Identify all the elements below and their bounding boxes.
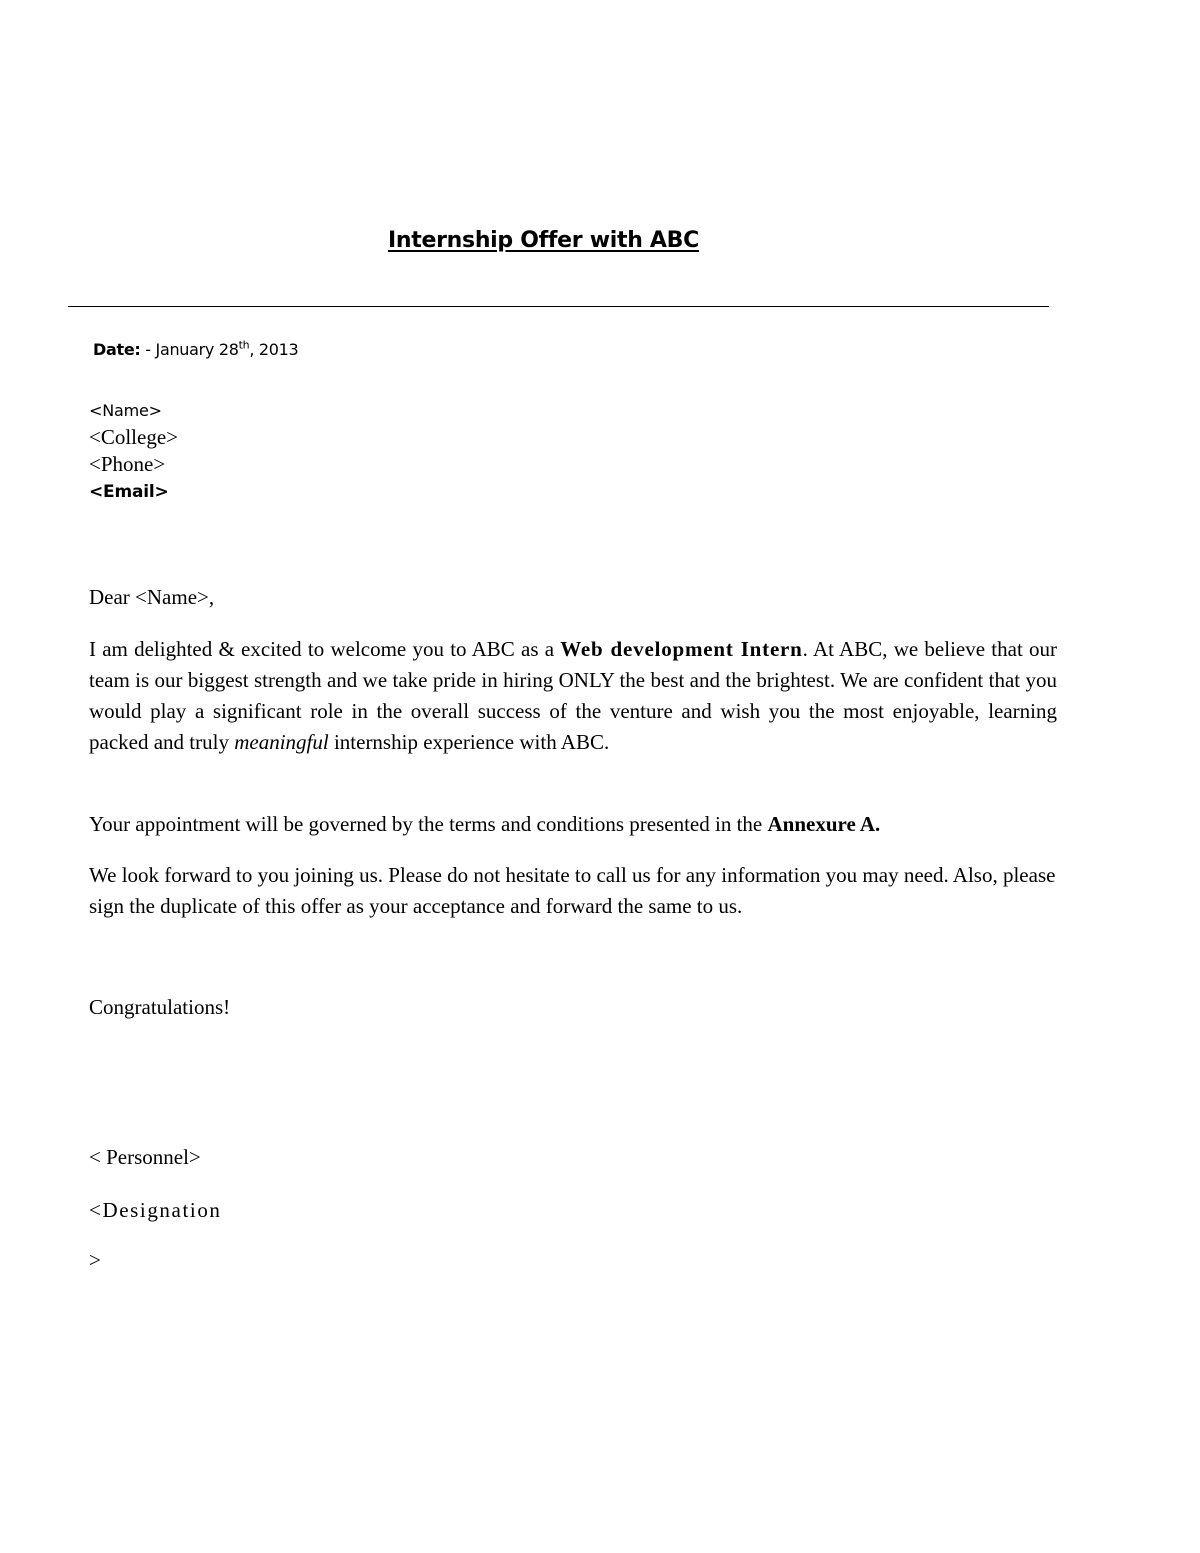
recipient-name: <Name> xyxy=(89,401,162,420)
signature-personnel: < Personnel> xyxy=(89,1145,201,1169)
emphasis-word: meaningful xyxy=(234,730,329,754)
closing-paragraph: We look forward to you joining us. Please do not hesitate to call us for any information you may need. Also, please sign the duplicate of this offer as your acceptance and forward the same to us. xyxy=(89,863,1056,918)
annexure-reference: Annexure A. xyxy=(767,812,881,836)
recipient-college: <College> xyxy=(89,425,179,449)
recipient-phone: <Phone> xyxy=(89,452,166,476)
signature-closer: > xyxy=(89,1248,101,1272)
welcome-text-part1: I am delighted & excited to welcome you to ABC as a xyxy=(89,637,561,661)
terms-text: Your appointment will be governed by the terms and conditions presented in the xyxy=(89,812,768,836)
congratulations-line: Congratulations! xyxy=(89,995,231,1019)
date-superscript: th xyxy=(238,338,250,352)
salutation: Dear <Name>, xyxy=(89,585,215,609)
date-year: , 2013 xyxy=(249,340,299,359)
recipient-email: <Email> xyxy=(89,482,169,502)
date-label: Date: xyxy=(93,340,141,359)
welcome-text-part3: internship experience with ABC. xyxy=(328,730,610,754)
welcome-paragraph xyxy=(89,634,1057,758)
page-title: Internship Offer with ABC xyxy=(388,228,699,253)
title-divider xyxy=(68,306,1049,307)
role-title: Web development Intern xyxy=(560,637,803,661)
signature-designation: <Designation xyxy=(89,1198,222,1222)
date-line xyxy=(93,340,298,359)
date-value: - January 28 xyxy=(140,340,239,359)
terms-paragraph xyxy=(89,809,1057,840)
welcome-text-part2: . At ABC, we believe that our team is our biggest strength and we take pride in hiring ONLY the best and the brightest. We are confident that you would play a significant role in the overall success of the venture and wish you the most enjoyable, learning packed and truly xyxy=(89,637,1057,754)
